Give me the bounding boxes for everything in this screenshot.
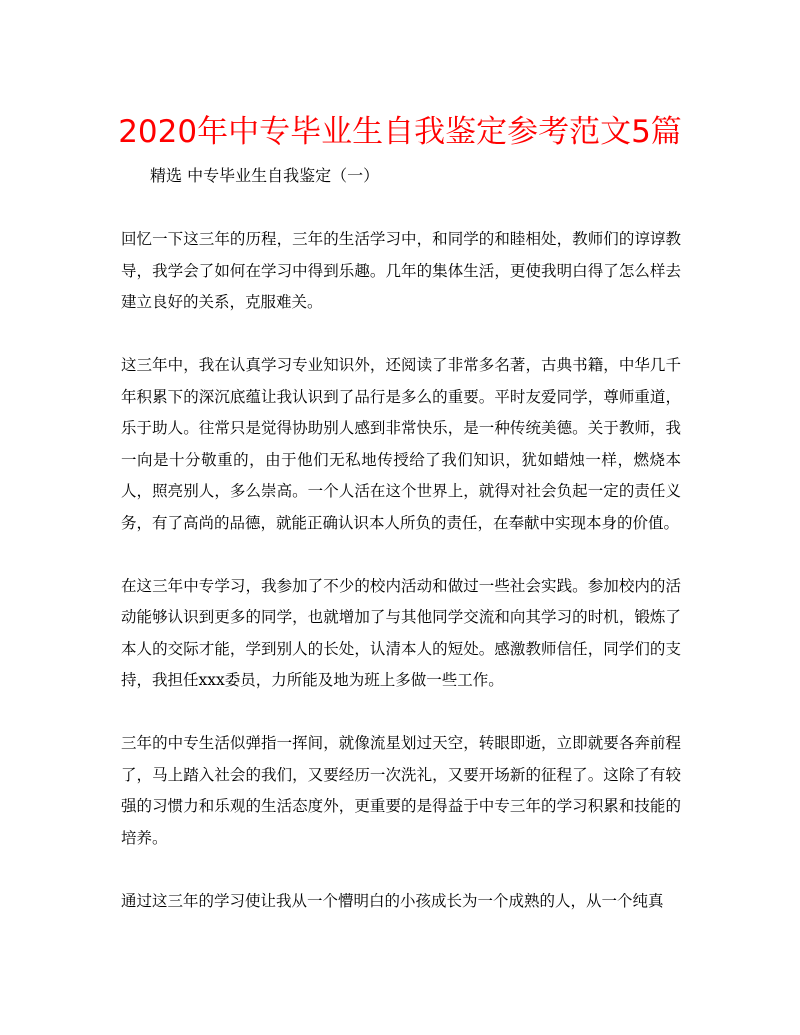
body-paragraph-5: 通过这三年的学习使让我从一个懵明白的小孩成长为一个成熟的人，从一个纯真 [121, 891, 664, 910]
section-subtitle: 精选 中专毕业生自我鉴定（一） [150, 166, 380, 185]
document-body [121, 224, 681, 949]
body-paragraph-3: 在这三年中专学习，我参加了不少的校内活动和做过一些社会实践。参加校内的活动能够认识到更多的同学，也就增加了与其他同学交流和向其学习的时机，锻炼了本人的交际才能，学到别人的长处，认清本人的短处。感激教师信任，同学们的支持，我担任xxx委员，力所能及地为班上多做一些工作。 [121, 576, 681, 689]
body-paragraph-4: 三年的中专生活似弹指一挥间，就像流星划过天空，转眼即逝，立即就要各奔前程了，马上踏入社会的我们，又要经历一次洗礼，又要开场新的征程了。这除了有较强的习惯力和乐观的生活态度外，更重要的是得益于中专三年的学习积累和技能的培养。 [121, 734, 681, 847]
body-paragraph-2: 这三年中，我在认真学习专业知识外，还阅读了非常多名著，古典书籍，中华几千年积累下的深沉底蕴让我认识到了品行是多么的重要。平时友爱同学，尊师重道，乐于助人。往常只是觉得协助别人感到非常快乐，是一种传统美德。关于教师，我一向是十分敬重的，由于他们无私地传授给了我们知识，犹如蜡烛一样，燃烧本人，照亮别人，多么崇高。一个人活在这个世界上，就得对社会负起一定的责任义务，有了高尚的品德，就能正确认识本人所负的责任，在奉献中实现本身的价值。 [121, 356, 681, 532]
document-title: 2020年中专毕业生自我鉴定参考范文5篇 [118, 114, 682, 150]
body-paragraph-1: 回忆一下这三年的历程，三年的生活学习中，和同学的和睦相处，教师们的谆谆教导，我学会了如何在学习中得到乐趣。几年的集体生活，更使我明白得了怎么样去建立良好的关系，克服难关。 [121, 230, 681, 311]
